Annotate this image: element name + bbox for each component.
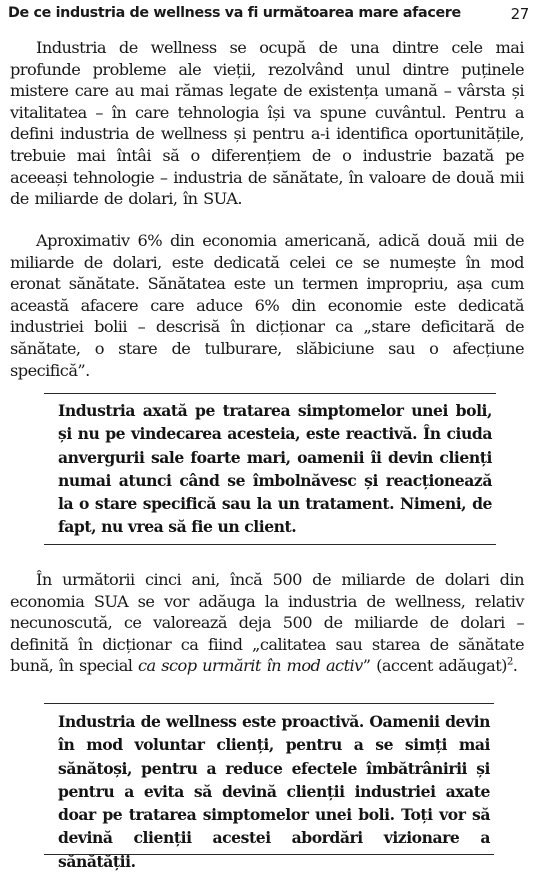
body-paragraph-1: Industria de wellness se ocupă de una dintre cele mai profunde probleme ale vieții, rezolvând unul dintre puținele mistere care au mai rămas legate de existența umană – vârsta și vitalitatea – în care tehnologia își va spune cuvântul. Pentru a defini industria de wellness și pentru a-i identifica oportunitățile, trebuie mai întâi să o diferențiem de o industrie bazată pe aceeași tehnologie – industria de sănătate, în valoare de două mii de miliarde de dolari, în SUA. (10, 38, 524, 209)
pull-quote-1-text: Industria axată pe tratarea simptomelor unei boli, și nu pe vindecarea acesteia, este reactivă. În ciuda anvergurii sale foarte mari, oamenii îi devin clienți numai atunci când se îmbolnăvesc și reacționează la o stare specifică sau la un tratament. Nimeni, de fapt, nu vrea să fie un client. (58, 401, 492, 537)
running-header (8, 5, 529, 27)
body-paragraph-3 (10, 569, 524, 677)
body-paragraph-2: Aproximativ 6% din economia americană, adică două mii de miliarde de dolari, este dedicată celei ce se numește în mod eronat sănătate. Sănătatea este un termen impropriu, așa cum această afacere care aduce 6% din economie este dedicată industriei bolii – descrisă în dicționar ca „stare deficitară de sănătate, o stare de tulburare, slăbiciune sau o afecțiune specifică”. (10, 231, 524, 380)
pull-quote-1 (44, 393, 496, 545)
page-number: 27 (510, 5, 529, 23)
emphasized-phrase: ca scop urmărit în mod activ (138, 656, 363, 676)
footnote-marker: 2 (506, 656, 513, 668)
pull-quote-2-text: Industria de wellness este proactivă. Oamenii devin în mod voluntar clienți, pentru a se simți mai sănătoși, pentru a reduce efectele îmbătrânirii și pentru a evita să devină clienții industriei axate doar pe tratarea simptomelor unei boli. Toți vor să devină clienții acestei abordări vizionare a sănătății. (58, 712, 490, 871)
chapter-title: De ce industria de wellness va fi următoarea mare afacere (8, 5, 461, 21)
body-paragraph-3-text: În următorii cinci ani, încă 500 de miliarde de dolari din economia SUA se vor adăuga la industria de wellness, relativ necunoscută, ce valorează deja 500 de miliarde de dolari – definită în dicționar ca fiind „calitatea sau starea de sănătate bună, în special (10, 570, 524, 676)
pull-quote-2 (44, 703, 494, 871)
body-paragraph-3-text-after: ” (accent adăugat) (362, 656, 507, 676)
body-paragraph-3-end: . (512, 656, 518, 676)
